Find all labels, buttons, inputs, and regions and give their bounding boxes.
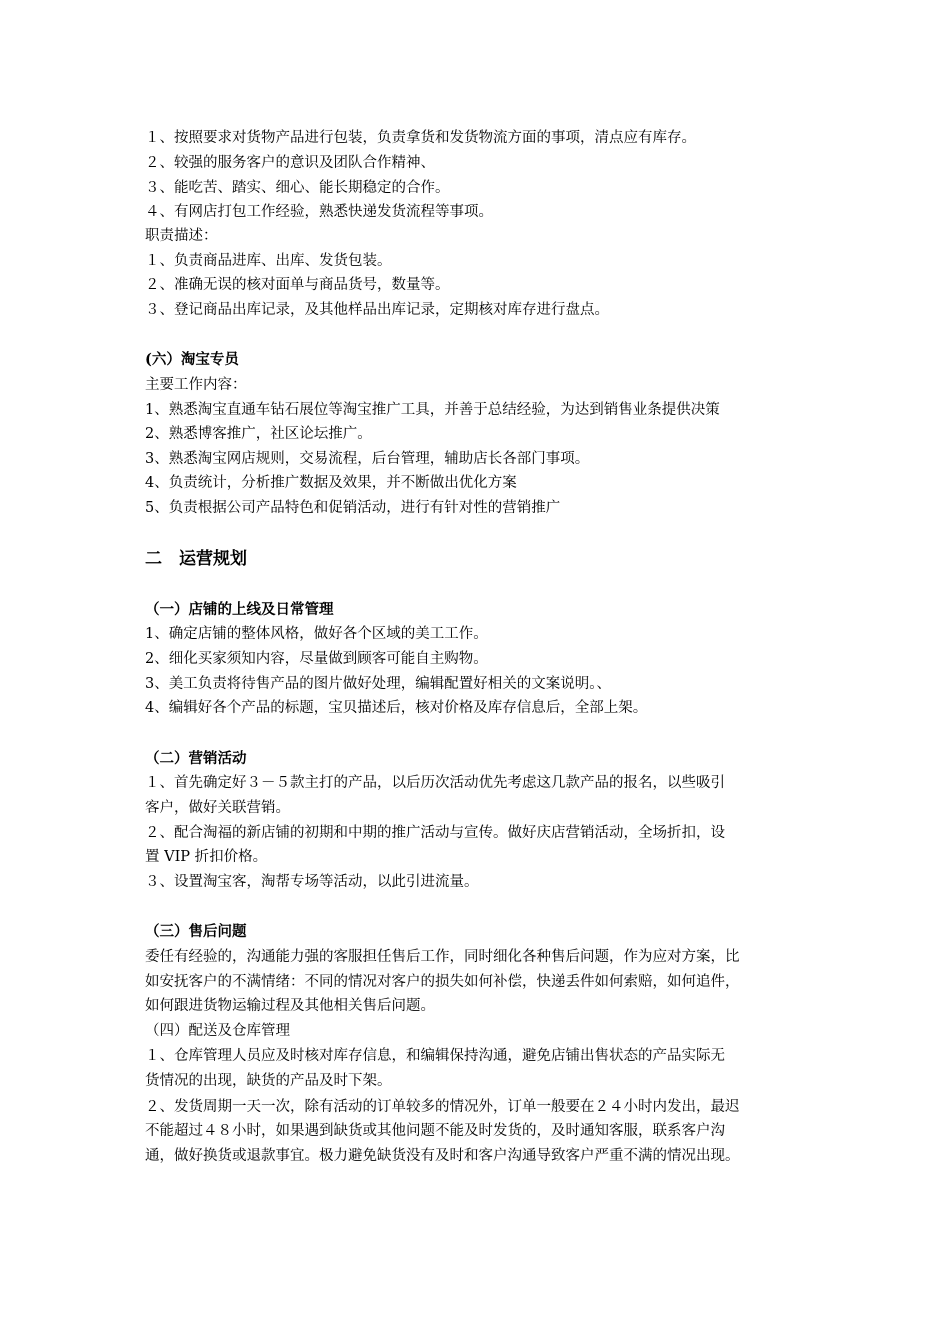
paragraph-line: 4、编辑好各个产品的标题，宝贝描述后，核对价格及库存信息后，全部上架。 bbox=[145, 700, 648, 716]
paragraph-line: 2、熟悉博客推广，社区论坛推广。 bbox=[145, 426, 372, 442]
paragraph-line: 1、熟悉淘宝直通车钻石展位等淘宝推广工具，并善于总结经验，为达到销售业条提供决策 bbox=[145, 402, 720, 418]
paragraph-line: ２、较强的服务客户的意识及团队合作精神、 bbox=[145, 155, 435, 171]
paragraph-line: ３、登记商品出库记录，及其他样品出库记录，定期核对库存进行盘点。 bbox=[145, 302, 609, 318]
paragraph-line: 通，做好换货或退款事宜。极力避免缺货没有及时和客户沟通导致客户严重不满的情况出现。 bbox=[145, 1148, 740, 1164]
paragraph-line: 3、熟悉淘宝网店规则，交易流程，后台管理，辅助店长各部门事项。 bbox=[145, 451, 590, 467]
paragraph-line: 职责描述： bbox=[145, 228, 218, 244]
paragraph-line: ２、发货周期一天一次，除有活动的订单较多的情况外，订单一般要在２４小时内发出，最迟 bbox=[145, 1099, 740, 1115]
section-heading: （三）售后问题 bbox=[145, 923, 247, 940]
paragraph-line: 4、负责统计，分析推广数据及效果，并不断做出优化方案 bbox=[145, 475, 517, 491]
paragraph-line: ２、准确无误的核对面单与商品货号，数量等。 bbox=[145, 277, 450, 293]
paragraph-line: １、首先确定好３－５款主打的产品，以后历次活动优先考虑这几款产品的报名，以些吸引 bbox=[145, 775, 725, 791]
section-heading: （二）营销活动 bbox=[145, 750, 247, 767]
section-heading: (六）淘宝专员 bbox=[145, 351, 239, 368]
section-heading: （一）店铺的上线及日常管理 bbox=[145, 601, 334, 618]
paragraph-line: 1、确定店铺的整体风格，做好各个区域的美工工作。 bbox=[145, 626, 488, 642]
paragraph-line: １、按照要求对货物产品进行包装，负责拿货和发货物流方面的事项，清点应有库存。 bbox=[145, 130, 696, 146]
section-heading: （四）配送及仓库管理 bbox=[145, 1023, 290, 1039]
paragraph-line: １、负责商品进库、出库、发货包装。 bbox=[145, 253, 392, 269]
paragraph-line: 如何跟进货物运输过程及其他相关售后问题。 bbox=[145, 998, 435, 1014]
paragraph-line: 委任有经验的，沟通能力强的客服担任售后工作，同时细化各种售后问题，作为应对方案，比 bbox=[145, 949, 740, 965]
paragraph-line: 客户，做好关联营销。 bbox=[145, 800, 290, 816]
paragraph-line: ３、能吃苦、踏实、细心、能长期稳定的合作。 bbox=[145, 180, 450, 196]
paragraph-line: 2、细化买家须知内容，尽量做到顾客可能自主购物。 bbox=[145, 651, 488, 667]
paragraph-line: 主要工作内容： bbox=[145, 377, 247, 393]
paragraph-line: 货情况的出现，缺货的产品及时下架。 bbox=[145, 1073, 392, 1089]
paragraph-line: ２、配合淘福的新店铺的初期和中期的推广活动与宣传。做好庆店营销活动，全场折扣，设 bbox=[145, 825, 725, 841]
paragraph-line: 3、美工负责将待售产品的图片做好处理，编辑配置好相关的文案说明。、 bbox=[145, 676, 611, 692]
paragraph-line: ３、设置淘宝客，淘帮专场等活动，以此引进流量。 bbox=[145, 874, 479, 890]
paragraph-line: 5、负责根据公司产品特色和促销活动，进行有针对性的营销推广 bbox=[145, 500, 561, 516]
chapter-heading: 二 运营规划 bbox=[145, 549, 247, 569]
paragraph-line: 置 VIP 折扣价格。 bbox=[145, 849, 268, 865]
paragraph-line: 如安抚客户的不满情绪：不同的情况对客户的损失如何补偿，快递丢件如何索赔，如何追件， bbox=[145, 974, 740, 990]
paragraph-line: １、仓库管理人员应及时核对库存信息，和编辑保持沟通，避免店铺出售状态的产品实际无 bbox=[145, 1048, 725, 1064]
paragraph-line: ４、有网店打包工作经验，熟悉快递发货流程等事项。 bbox=[145, 204, 493, 220]
paragraph-line: 不能超过４８小时，如果遇到缺货或其他问题不能及时发货的，及时通知客服，联系客户沟 bbox=[145, 1123, 725, 1139]
